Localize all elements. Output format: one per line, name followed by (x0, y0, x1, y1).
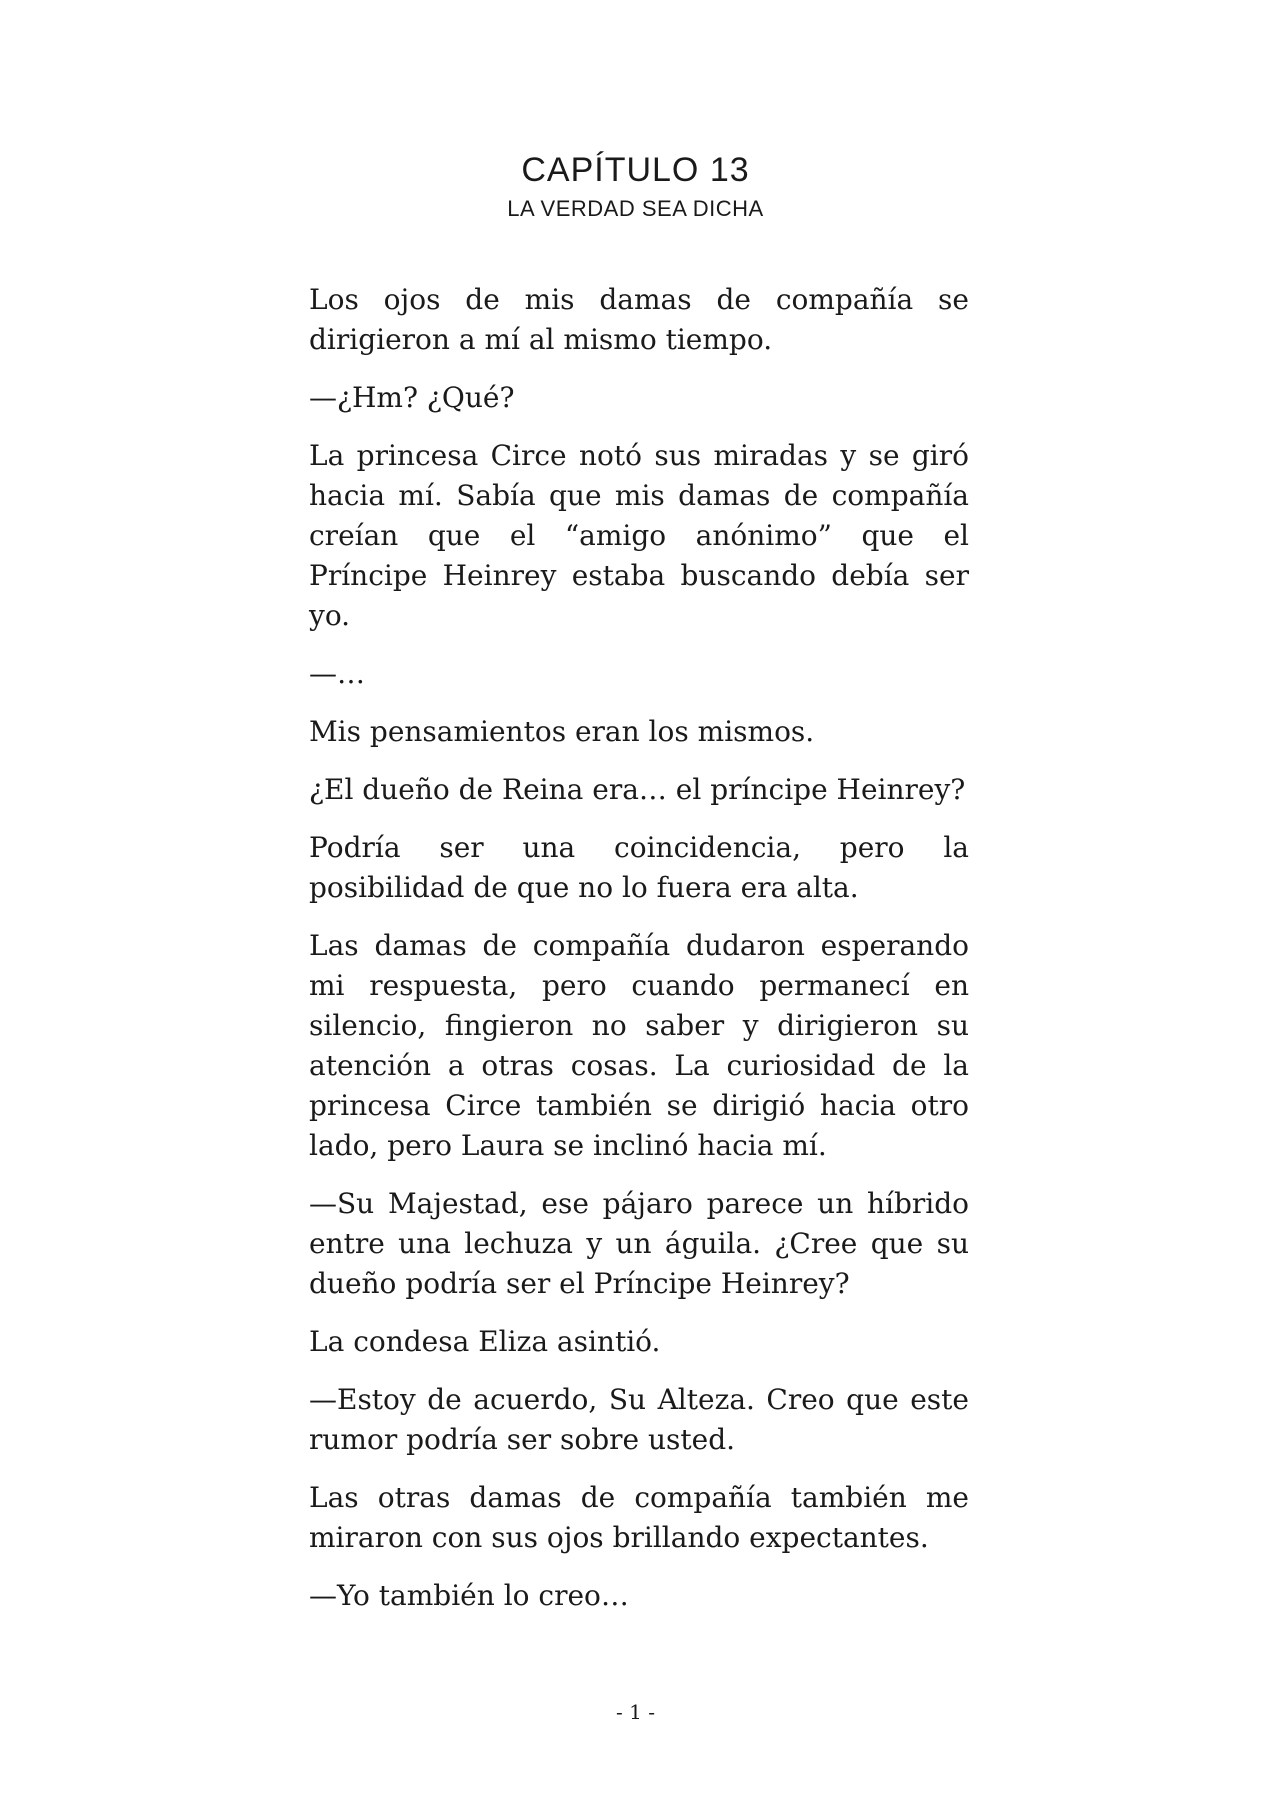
chapter-body (309, 280, 969, 1634)
paragraph: Los ojos de mis damas de compañía se dirigieron a mí al mismo tiempo. (309, 283, 969, 356)
paragraph: —Estoy de acuerdo, Su Alteza. Creo que este rumor podría ser sobre usted. (309, 1383, 969, 1456)
paragraph: Las damas de compañía dudaron esperando mi respuesta, pero cuando permanecí en silencio, fingieron no saber y dirigieron su atención a otras cosas. La curiosidad de la princesa Circe también se dirigió hacia otro lado, pero Laura se inclinó hacia mí. (309, 929, 969, 1162)
paragraph: Las otras damas de compañía también me miraron con sus ojos brillando expectantes. (309, 1481, 969, 1554)
paragraph: —Su Majestad, ese pájaro parece un híbrido entre una lechuza y un águila. ¿Cree que su dueño podría ser el Príncipe Heinrey? (309, 1187, 969, 1300)
paragraph: Mis pensamientos eran los mismos. (309, 715, 815, 748)
paragraph: Podría ser una coincidencia, pero la posibilidad de que no lo fuera era alta. (309, 831, 969, 904)
chapter-subtitle: LA VERDAD SEA DICHA (507, 196, 764, 221)
paragraph: —… (309, 657, 365, 690)
paragraph: La princesa Circe notó sus miradas y se giró hacia mí. Sabía que mis damas de compañía creían que el “amigo anónimo” que el Príncipe Heinrey estaba buscando debía ser yo. (309, 439, 969, 632)
paragraph: —¿Hm? ¿Qué? (309, 381, 515, 414)
chapter-title: CAPÍTULO 13 (521, 151, 750, 189)
paragraph: La condesa Eliza asintió. (309, 1325, 661, 1358)
page-number: - 1 - (616, 1700, 655, 1724)
paragraph: ¿El dueño de Reina era… el príncipe Heinrey? (309, 773, 966, 806)
paragraph: —Yo también lo creo… (309, 1579, 629, 1612)
